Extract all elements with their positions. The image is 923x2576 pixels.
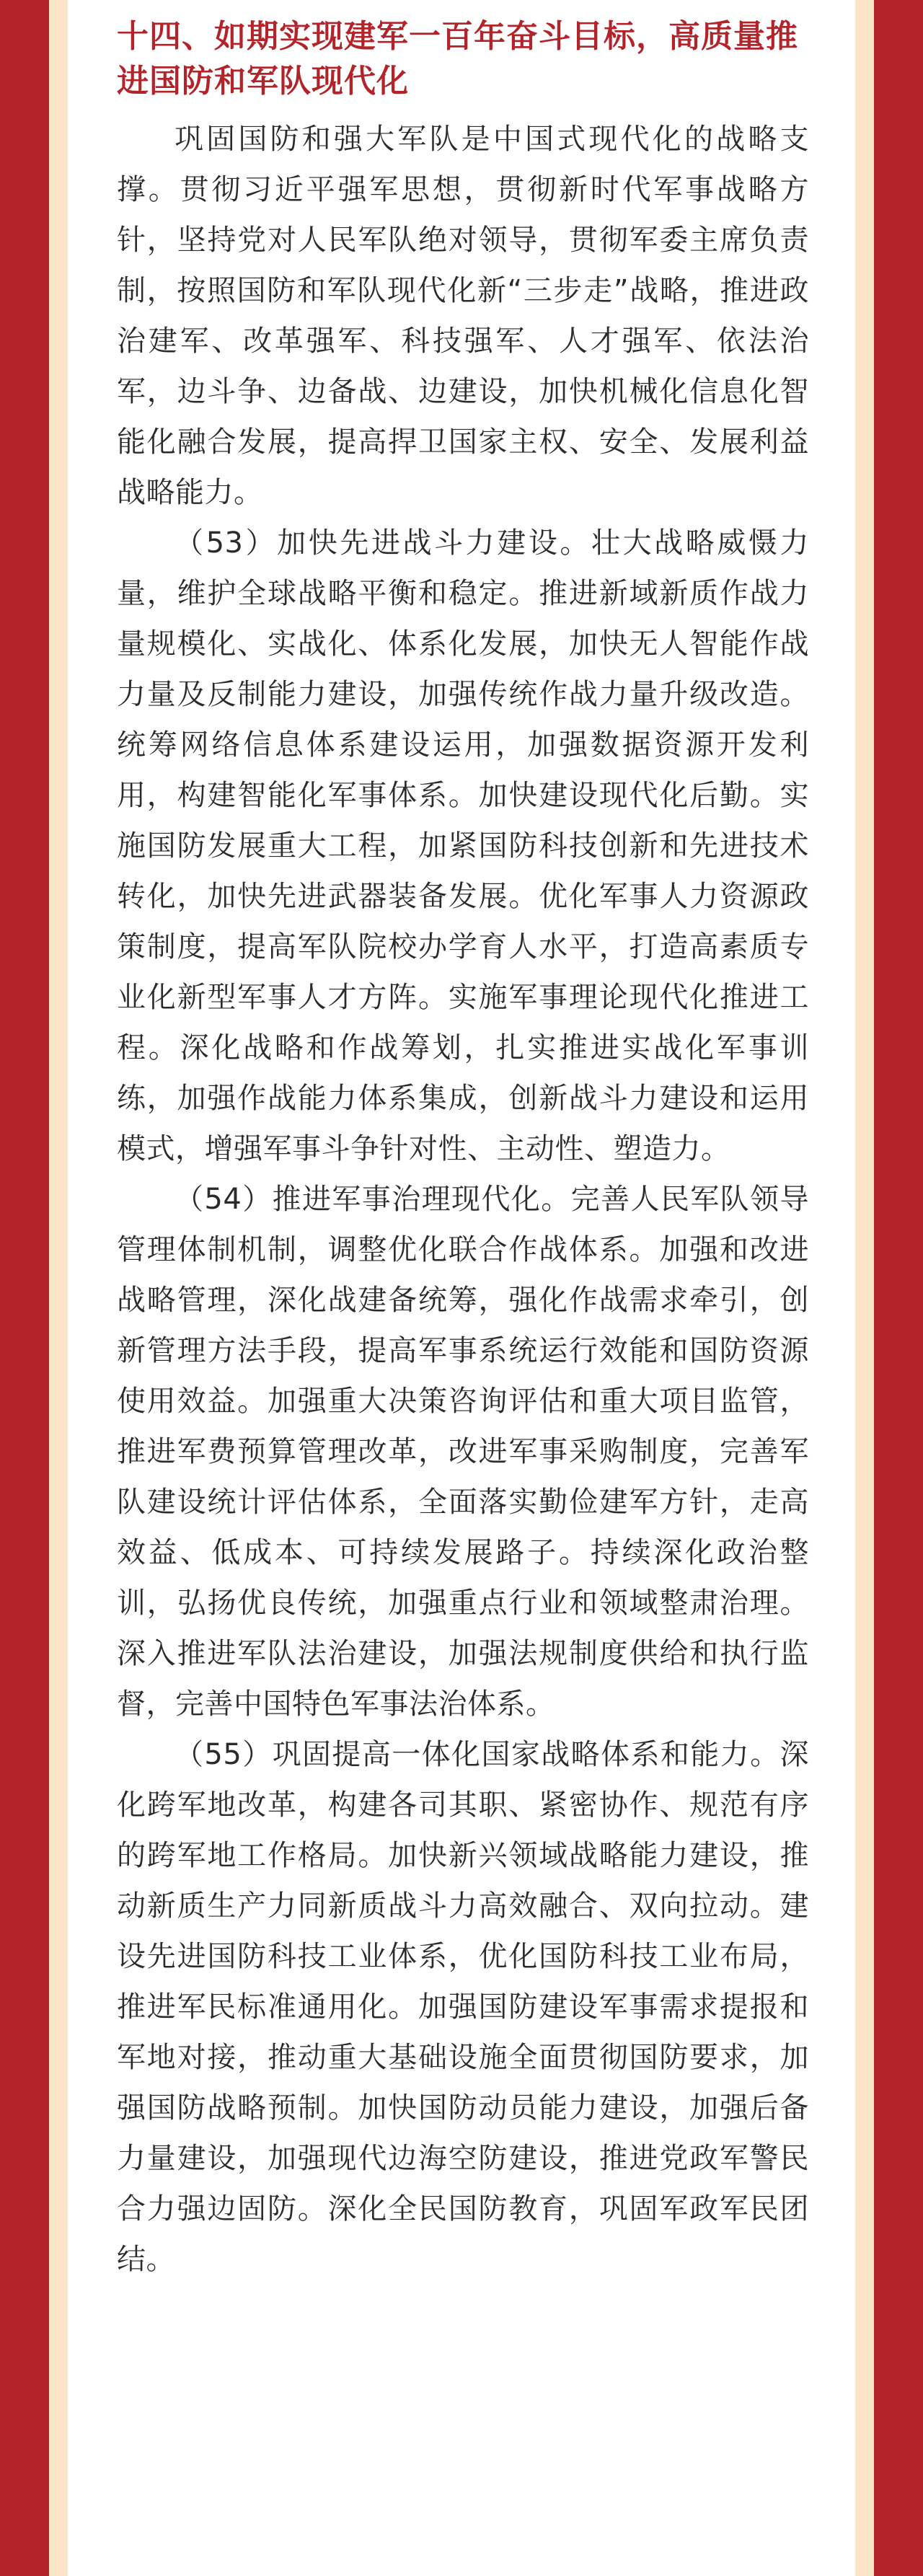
article-content	[117, 14, 809, 2285]
right-border-stripe	[855, 0, 874, 2576]
document-page	[68, 0, 855, 2576]
intro-paragraph: 巩固国防和强大军队是中国式现代化的战略支撑。贯彻习近平强军思想，贯彻新时代军事战略方针，坚持党对人民军队绝对领导，贯彻军委主席负责制，按照国防和军队现代化新“三步走”战略，推进政治建军、改革强军、科技强军、人才强军、依法治军，边斗争、边备战、边建设，加快机械化信息化智能化融合发展，提高捍卫国家主权、安全、发展利益战略能力。	[117, 123, 809, 509]
section-heading: 十四、如期实现建军一百年奋斗目标，高质量推进国防和军队现代化	[117, 18, 798, 100]
paragraph-55: （55）巩固提高一体化国家战略体系和能力。深化跨军地改革，构建各司其职、紧密协作、规范有序的跨军地工作格局。加快新兴领域战略能力建设，推动新质生产力同新质战斗力高效融合、双向拉动。建设先进国防科技工业体系，优化国防科技工业布局，推进军民标准通用化。加强国防建设军事需求提报和军地对接，推动重大基础设施全面贯彻国防要求，加强国防战略预制。加快国防动员能力建设，加强后备力量建设，加强现代边海空防建设，推进党政军警民合力强边固防。深化全民国防教育，巩固军政军民团结。	[117, 1738, 809, 2276]
paragraph-54: （54）推进军事治理现代化。完善人民军队领导管理体制机制，调整优化联合作战体系。加强和改进战略管理，深化战建备统筹，强化作战需求牵引，创新管理方法手段，提高军事系统运行效能和国防资源使用效益。加强重大决策咨询评估和重大项目监管，推进军费预算管理改革，改进军事采购制度，完善军队建设统计评估体系，全面落实勤俭建军方针，走高效益、低成本、可持续发展路子。持续深化政治整训，弘扬优良传统，加强重点行业和领域整肃治理。深入推进军队法治建设，加强法规制度供给和执行监督，完善中国特色军事法治体系。	[117, 1183, 809, 1721]
paragraph-53: （53）加快先进战斗力建设。壮大战略威慑力量，维护全球战略平衡和稳定。推进新域新质作战力量规模化、实战化、体系化发展，加快无人智能作战力量及反制能力建设，加强传统作战力量升级改造。统筹网络信息体系建设运用，加强数据资源开发利用，构建智能化军事体系。加快建设现代化后勤。实施国防发展重大工程，加紧国防科技创新和先进技术转化，加快先进武器装备发展。优化军事人力资源政策制度，提高军队院校办学育人水平，打造高素质专业化新型军事人才方阵。实施军事理论现代化推进工程。深化战略和作战筹划，扎实推进实战化军事训练，加强作战能力体系集成，创新战斗力建设和运用模式，增强军事斗争针对性、主动性、塑造力。	[117, 526, 809, 1165]
left-border-stripe	[49, 0, 68, 2576]
